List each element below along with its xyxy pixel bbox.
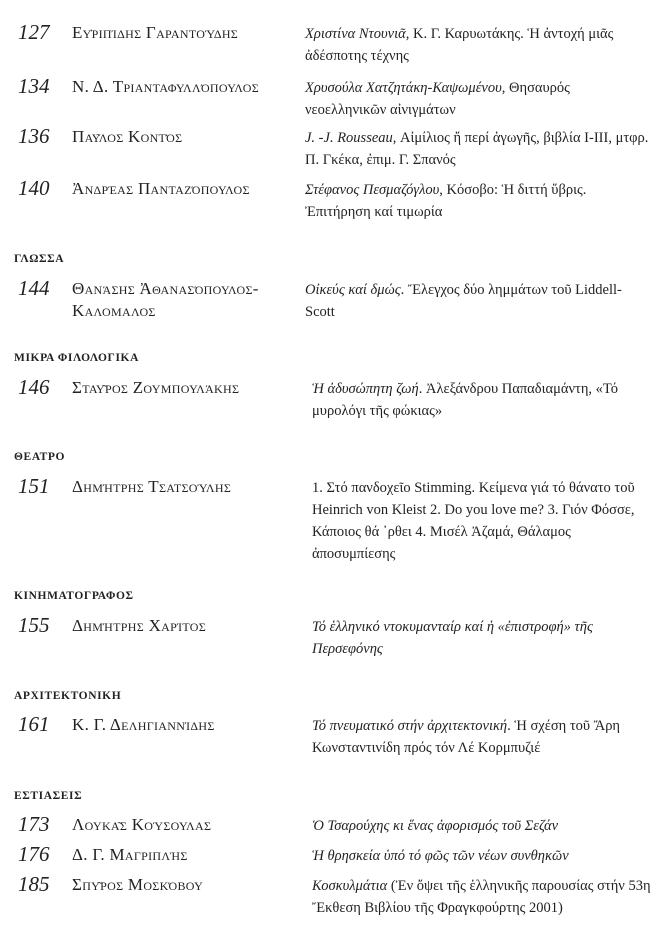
article-title: [312, 845, 656, 867]
title-italic: Τό πνευματικό στήν ἀρχιτεκτονική: [312, 718, 508, 734]
author: Δημήτρης Τσατσούλης: [72, 477, 232, 496]
article-title: [312, 715, 656, 759]
author: Ν. Δ. Τριανταφυλλόπουλος: [72, 77, 260, 96]
article-title: [305, 279, 650, 323]
page-number: 151: [18, 474, 50, 498]
title-rest: , Κόσοβο: Ἡ διττή ὕβρις. Ἐπιτήρηση καί τιμωρία: [305, 182, 587, 220]
section-heading: ΓΛΩΣΣΑ: [14, 253, 65, 265]
title-italic: J. -J. Rousseau: [305, 130, 393, 146]
title-rest: 1. Στό πανδοχεῖο Stimming. Κείμενα γιά τό θάνατο τοῦ Heinrich von Kleist 2. Do you love me? 3. Γιόν Φόσσε, Κάποιος θά ᾽ρθει 4. Μισέλ Ἀζαμά, Θάλαμος ἀποσυμπίεσης: [312, 480, 635, 562]
page-number: 136: [18, 124, 50, 148]
page-number: 127: [18, 20, 50, 44]
title-italic: Κοσκυλμάτια: [312, 878, 388, 894]
title-italic: Ἡ ἀδυσώπητη ζωή: [312, 381, 419, 397]
author: Εὐριπίδης Γαραντούδης: [72, 23, 239, 42]
title-rest: , Θησαυρός νεοελληνικῶν αἰνιγμάτων: [305, 80, 570, 118]
page-number: 155: [18, 613, 50, 637]
article-title: [312, 616, 656, 660]
page-number: 176: [18, 842, 50, 866]
article-title: [305, 77, 650, 121]
page-number: 140: [18, 176, 50, 200]
title-italic: Ὁ Τσαρούχης κι ἕνας ἀφορισμός τοῦ Σεζάν: [312, 818, 559, 834]
page-number: 146: [18, 375, 50, 399]
section-heading: ΜΙΚΡΑ ΦΙΛΟΛΟΓΙΚΑ: [14, 352, 140, 364]
author: Θανάσης Ἀθανασόπουλος-Καλομαλος: [72, 279, 259, 320]
article-title: [312, 815, 656, 837]
page-number: 134: [18, 74, 50, 98]
article-title: [305, 179, 650, 223]
page-number: 144: [18, 276, 50, 300]
title-rest: , Αἰμίλιος ἤ περί ἀγωγῆς, βιβλία I-III, μτφρ. Π. Γκέκα, ἐπιμ. Γ. Σπανός: [305, 130, 649, 168]
title-italic: Οἰκεύς καί δμώς: [305, 282, 401, 298]
article-title: [312, 875, 656, 919]
article-title: [312, 477, 656, 565]
title-rest: . Ἔλεγχος δύο λημμάτων τοῦ Liddell-Scott: [305, 282, 622, 320]
author: Παῦλος Κοντός: [72, 127, 183, 146]
section-heading: ΘΕΑΤΡΟ: [14, 451, 66, 463]
article-title: [312, 378, 656, 422]
section-heading: ΚΙΝΗΜΑΤΟΓΡΑΦΟΣ: [14, 590, 134, 602]
section-heading: ΑΡΧΙΤΕΚΤΟΝΙΚΗ: [14, 690, 122, 702]
title-italic: Χριστίνα Ντουνιᾶ: [305, 26, 406, 42]
title-italic: Ἡ θρησκεία ὑπό τό φῶς τῶν νέων συνθηκῶν: [312, 848, 569, 864]
author: Κ. Γ. Δεληγιαννίδης: [72, 715, 215, 734]
page-number: 161: [18, 712, 50, 736]
title-italic: Στέφανος Πεσμαζόγλου: [305, 182, 440, 198]
title-italic: Χρυσούλα Χατζητάκη-Καψωμένου: [305, 80, 502, 96]
title-rest: . Ἡ σχέση τοῦ Ἄρη Κωνσταντινίδη πρός τόν Λέ Κορμπυζιέ: [312, 718, 621, 756]
author: Σταῦρος Ζουμπουλάκης: [72, 378, 240, 397]
title-rest: , Κ. Γ. Καρυωτάκης. Ἡ ἀντοχή μιᾶς ἀδέσποτης τέχνης: [305, 26, 614, 64]
author: Λουκᾶς Κούσουλας: [72, 815, 212, 834]
title-rest: (Ἐν ὄψει τῆς ἑλληνικῆς παρουσίας στήν 53η Ἔκθεση Βιβλίου τῆς Φραγκφούρτης 2001): [312, 878, 651, 916]
article-title: [305, 127, 650, 171]
author: Δημήτρης Χαρίτος: [72, 616, 206, 635]
title-rest: . Ἀλεξάνδρου Παπαδιαμάντη, «Τό μυρολόγι τῆς φώκιας»: [312, 381, 619, 419]
page-number: 173: [18, 812, 50, 836]
section-heading: ΕΣΤΙΑΣΕΙΣ: [14, 790, 83, 802]
author: Σπῦρος Μοσκόβου: [72, 875, 204, 894]
author: Δ. Γ. Μαγριπλής: [72, 845, 188, 864]
author: Ἀνδρέας Πανταζόπουλος: [72, 179, 250, 198]
page-number: 185: [18, 872, 50, 896]
title-italic: Τό ἑλληνικό ντοκυμανταίρ καί ἡ «ἐπιστροφή» τῆς Περσεφόνης: [312, 619, 593, 657]
article-title: [305, 23, 650, 67]
